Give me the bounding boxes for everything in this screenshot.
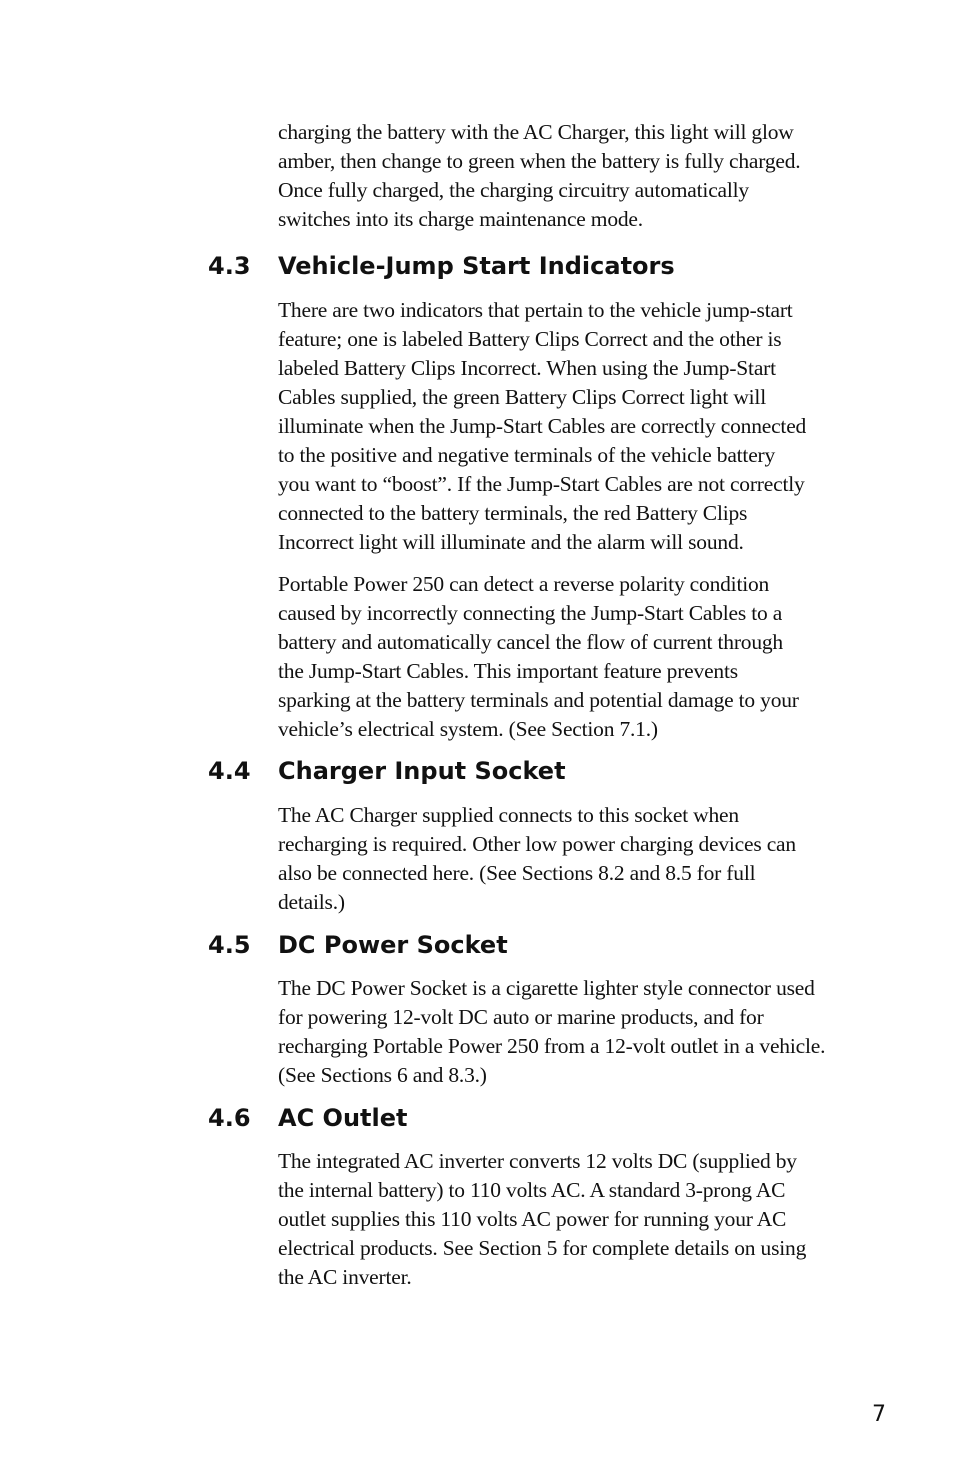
text-line: switches into its charge maintenance mode. — [278, 207, 643, 231]
text-line: sparking at the battery terminals and potential damage to your — [278, 688, 799, 712]
text-line: Cables supplied, the green Battery Clips Correct light will — [278, 385, 766, 409]
intro-paragraph — [278, 118, 878, 234]
text-line: the internal battery) to 110 volts AC. A standard 3-prong AC — [278, 1178, 786, 1202]
section-4-3-paragraph-2 — [278, 570, 878, 744]
section-4-5-paragraph — [278, 974, 878, 1090]
text-line: amber, then change to green when the battery is fully charged. — [278, 149, 801, 173]
text-line: Once fully charged, the charging circuitry automatically — [278, 178, 749, 202]
text-line: details.) — [278, 890, 345, 914]
text-line: also be connected here. (See Sections 8.2 and 8.5 for full — [278, 861, 756, 885]
section-4-6-paragraph — [278, 1147, 878, 1292]
text-line: the AC inverter. — [278, 1265, 412, 1289]
section-title: Vehicle-Jump Start Indicators — [278, 252, 675, 280]
section-title: DC Power Socket — [278, 931, 508, 959]
text-line: the Jump-Start Cables. This important feature prevents — [278, 659, 738, 683]
text-line: Portable Power 250 can detect a reverse polarity condition — [278, 572, 770, 596]
text-line: you want to “boost”. If the Jump-Start Cables are not correctly — [278, 472, 805, 496]
text-line: connected to the battery terminals, the red Battery Clips — [278, 501, 748, 525]
text-line: Incorrect light will illuminate and the alarm will sound. — [278, 530, 744, 554]
text-line: outlet supplies this 110 volts AC power for running your AC — [278, 1207, 787, 1231]
section-heading-4-4 — [208, 756, 566, 786]
section-number: 4.4 — [208, 757, 251, 785]
section-title: AC Outlet — [278, 1104, 408, 1132]
text-line: electrical products. See Section 5 for complete details on using — [278, 1236, 807, 1260]
text-line: recharging is required. Other low power charging devices can — [278, 832, 796, 856]
text-line: There are two indicators that pertain to the vehicle jump-start — [278, 298, 793, 322]
text-line: caused by incorrectly connecting the Jump-Start Cables to a — [278, 601, 783, 625]
text-line: to the positive and negative terminals of the vehicle battery — [278, 443, 776, 467]
text-line: battery and automatically cancel the flow of current through — [278, 630, 783, 654]
page-number: 7 — [872, 1402, 886, 1427]
text-line: labeled Battery Clips Incorrect. When using the Jump-Start — [278, 356, 776, 380]
section-title: Charger Input Socket — [278, 757, 566, 785]
text-line: illuminate when the Jump-Start Cables are correctly connected — [278, 414, 807, 438]
section-number: 4.5 — [208, 931, 251, 959]
text-line: (See Sections 6 and 8.3.) — [278, 1063, 487, 1087]
text-line: recharging Portable Power 250 from a 12-volt outlet in a vehicle. — [278, 1034, 826, 1058]
section-4-3-paragraph-1 — [278, 296, 878, 557]
text-line: for powering 12-volt DC auto or marine products, and for — [278, 1005, 764, 1029]
section-heading-4-5 — [208, 930, 508, 960]
text-line: The DC Power Socket is a cigarette lighter style connector used — [278, 976, 815, 1000]
section-number: 4.6 — [208, 1104, 251, 1132]
text-line: charging the battery with the AC Charger, this light will glow — [278, 120, 794, 144]
text-line: vehicle’s electrical system. (See Section 7.1.) — [278, 717, 658, 741]
section-heading-4-3 — [208, 251, 675, 281]
text-line: The AC Charger supplied connects to this socket when — [278, 803, 739, 827]
section-number: 4.3 — [208, 252, 251, 280]
text-line: The integrated AC inverter converts 12 volts DC (supplied by — [278, 1149, 797, 1173]
section-heading-4-6 — [208, 1103, 407, 1133]
section-4-4-paragraph — [278, 801, 878, 917]
text-line: feature; one is labeled Battery Clips Correct and the other is — [278, 327, 782, 351]
